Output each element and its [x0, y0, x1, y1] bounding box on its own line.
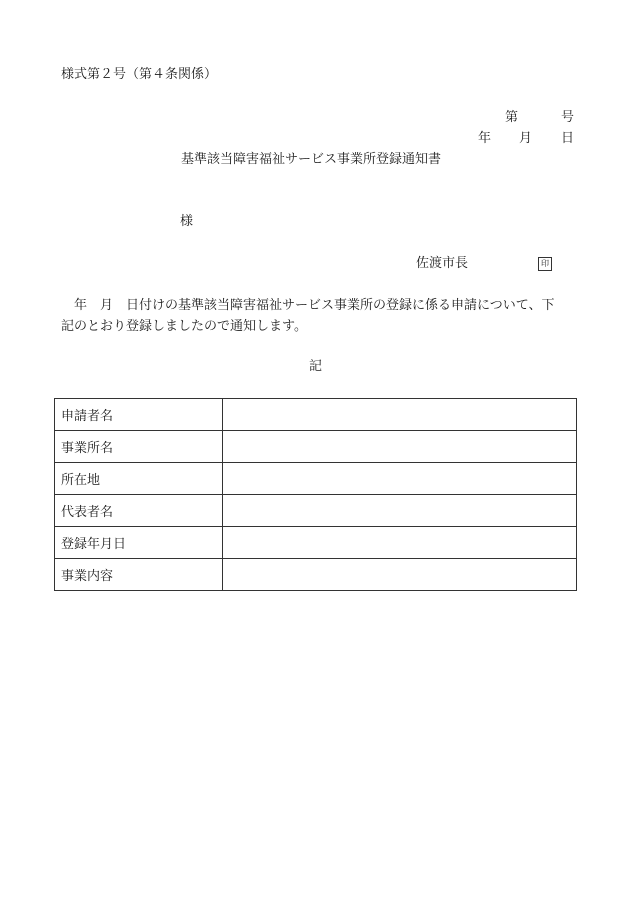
row-value-applicant: [223, 399, 577, 431]
addressee-honorific: 様: [180, 214, 194, 229]
date-day-label: 日: [561, 131, 575, 146]
row-value-address: [223, 463, 577, 495]
notice-body-line-1: 年 月 日付けの基準該当障害福祉サービス事業所の登録に係る申請について、下: [61, 298, 555, 313]
form-number: 様式第２号（第４条関係）: [61, 67, 218, 82]
notice-body: [61, 295, 581, 337]
row-label-business-content: 事業内容: [55, 559, 223, 591]
row-label-representative: 代表者名: [55, 495, 223, 527]
row-value-representative: [223, 495, 577, 527]
row-label-applicant: 申請者名: [55, 399, 223, 431]
row-value-registration-date: [223, 527, 577, 559]
table-row: [55, 463, 577, 495]
table-row: [55, 431, 577, 463]
notice-body-line-2: 記のとおり登録しましたので通知します。: [61, 319, 307, 334]
table-row: [55, 527, 577, 559]
row-label-address: 所在地: [55, 463, 223, 495]
table-row: [55, 399, 577, 431]
table-row: [55, 495, 577, 527]
row-value-office: [223, 431, 577, 463]
seal-mark: 印: [538, 257, 552, 271]
row-value-business-content: [223, 559, 577, 591]
registration-details-table: [54, 398, 577, 591]
issuer-name: 佐渡市長: [416, 256, 469, 271]
ki-heading: 記: [309, 359, 323, 374]
table-row: [55, 559, 577, 591]
date-month-label: 月: [519, 131, 533, 146]
document-number-suffix: 号: [561, 110, 575, 125]
row-label-registration-date: 登録年月日: [55, 527, 223, 559]
document-title: 基準該当障害福祉サービス事業所登録通知書: [181, 152, 442, 167]
row-label-office: 事業所名: [55, 431, 223, 463]
document-number-prefix: 第: [505, 110, 519, 125]
date-year-label: 年: [478, 131, 492, 146]
